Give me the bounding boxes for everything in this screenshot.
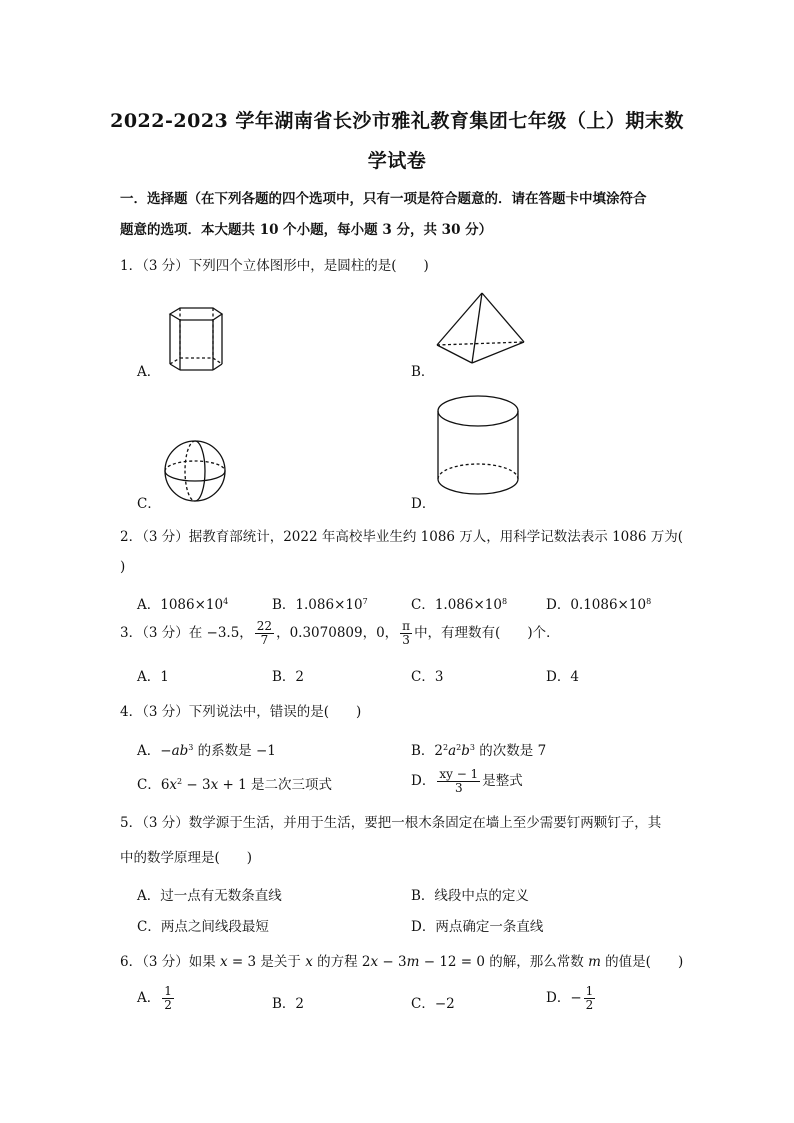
q2-option-d: D．$0.1086\times 10^8$ (546, 597, 652, 613)
q5-option-d: D．两点确定一条直线 (411, 919, 544, 935)
q2-stem-line1: 2．（3 分）据教育部统计，2022 年高校毕业生约 1086 万人，用科学记数法表示 1086 万为( (120, 529, 684, 545)
q1-option-c-label: C． (137, 496, 161, 512)
section-header-line2: 题意的选项．本大题共 10 个小题，每小题 3 分，共 30 分） (120, 222, 493, 238)
cylinder-figure (435, 393, 525, 505)
q3-option-a: A．1 (137, 669, 169, 685)
q6-option-b: B．2 (272, 996, 305, 1012)
q3-option-d: D．4 (546, 669, 579, 685)
q1-option-d-label: D． (411, 496, 436, 512)
q2-option-c: C．$1.086\times 10^8$ (411, 597, 508, 613)
q4-stem: 4．（3 分）下列说法中，错误的是( ) (120, 704, 362, 720)
q1-option-b-label: B． (411, 364, 435, 380)
q4-option-d: D． $\frac{xy - 1}{3}$ 是整式 (411, 767, 523, 795)
q2-stem-line2: ) (120, 559, 126, 575)
q6-stem: 6．（3 分）如果 x = 3 是关于 x 的方程 2x − 3m − 12 = 0 的解，那么常数 m 的值是( ) (120, 954, 684, 970)
q4-option-c: C．$6x^2 - 3x + 1$ 是二次三项式 (137, 777, 333, 793)
q5-stem-line1: 5．（3 分）数学源于生活，并用于生活，要把一根木条固定在墙上至少需要钉两颗钉子，其 (120, 815, 662, 831)
sphere-figure (160, 437, 230, 507)
hexagonal-prism-figure (158, 306, 233, 376)
q3-option-c: C．3 (411, 669, 444, 685)
q5-option-c: C．两点之间线段最短 (137, 919, 269, 935)
q6-option-a: A． $\frac{1}{2}$ (137, 984, 172, 1012)
q2-option-b: B．$1.086\times 10^7$ (272, 597, 368, 613)
q3-stem: 3．（3 分）在 −3.5， $\frac{22}{7}$ ，0.3070809，0， $\frac{\pi}{3}$ 中，有理数有( )个． (120, 619, 560, 647)
pyramid-figure (432, 290, 532, 370)
q2-option-a: A．$1086\times 10^4$ (137, 597, 229, 613)
q5-option-b: B．线段中点的定义 (411, 888, 529, 904)
section-header-line1: 一．选择题（在下列各题的四个选项中，只有一项是符合题意的．请在答题卡中填涂符合 (120, 191, 647, 207)
q1-stem: 1．（3 分）下列四个立体图形中，是圆柱的是( ) (120, 258, 429, 274)
fraction-pi-3: $\frac{\pi}{3}$ (402, 619, 411, 647)
q5-stem-line2: 中的数学原理是( ) (120, 850, 253, 866)
q5-option-a: A．过一点有无数条直线 (137, 888, 282, 904)
page-title-line1: 2022-2023 学年湖南省长沙市雅礼教育集团七年级（上）期末数 (110, 110, 684, 132)
q3-option-b: B．2 (272, 669, 305, 685)
q1-option-a-label: A． (137, 364, 161, 380)
fraction-22-7: $\frac{22}{7}$ (256, 619, 273, 647)
q4-option-b: B．$2^2a^2b^3$ 的次数是 7 (411, 743, 547, 759)
page-title-line2: 学试卷 (367, 150, 427, 172)
q6-option-d: D．− $\frac{1}{2}$ (546, 984, 594, 1012)
q6-option-c: C．−2 (411, 996, 455, 1012)
q4-option-a: A．$-ab^3$ 的系数是 −1 (137, 743, 276, 759)
